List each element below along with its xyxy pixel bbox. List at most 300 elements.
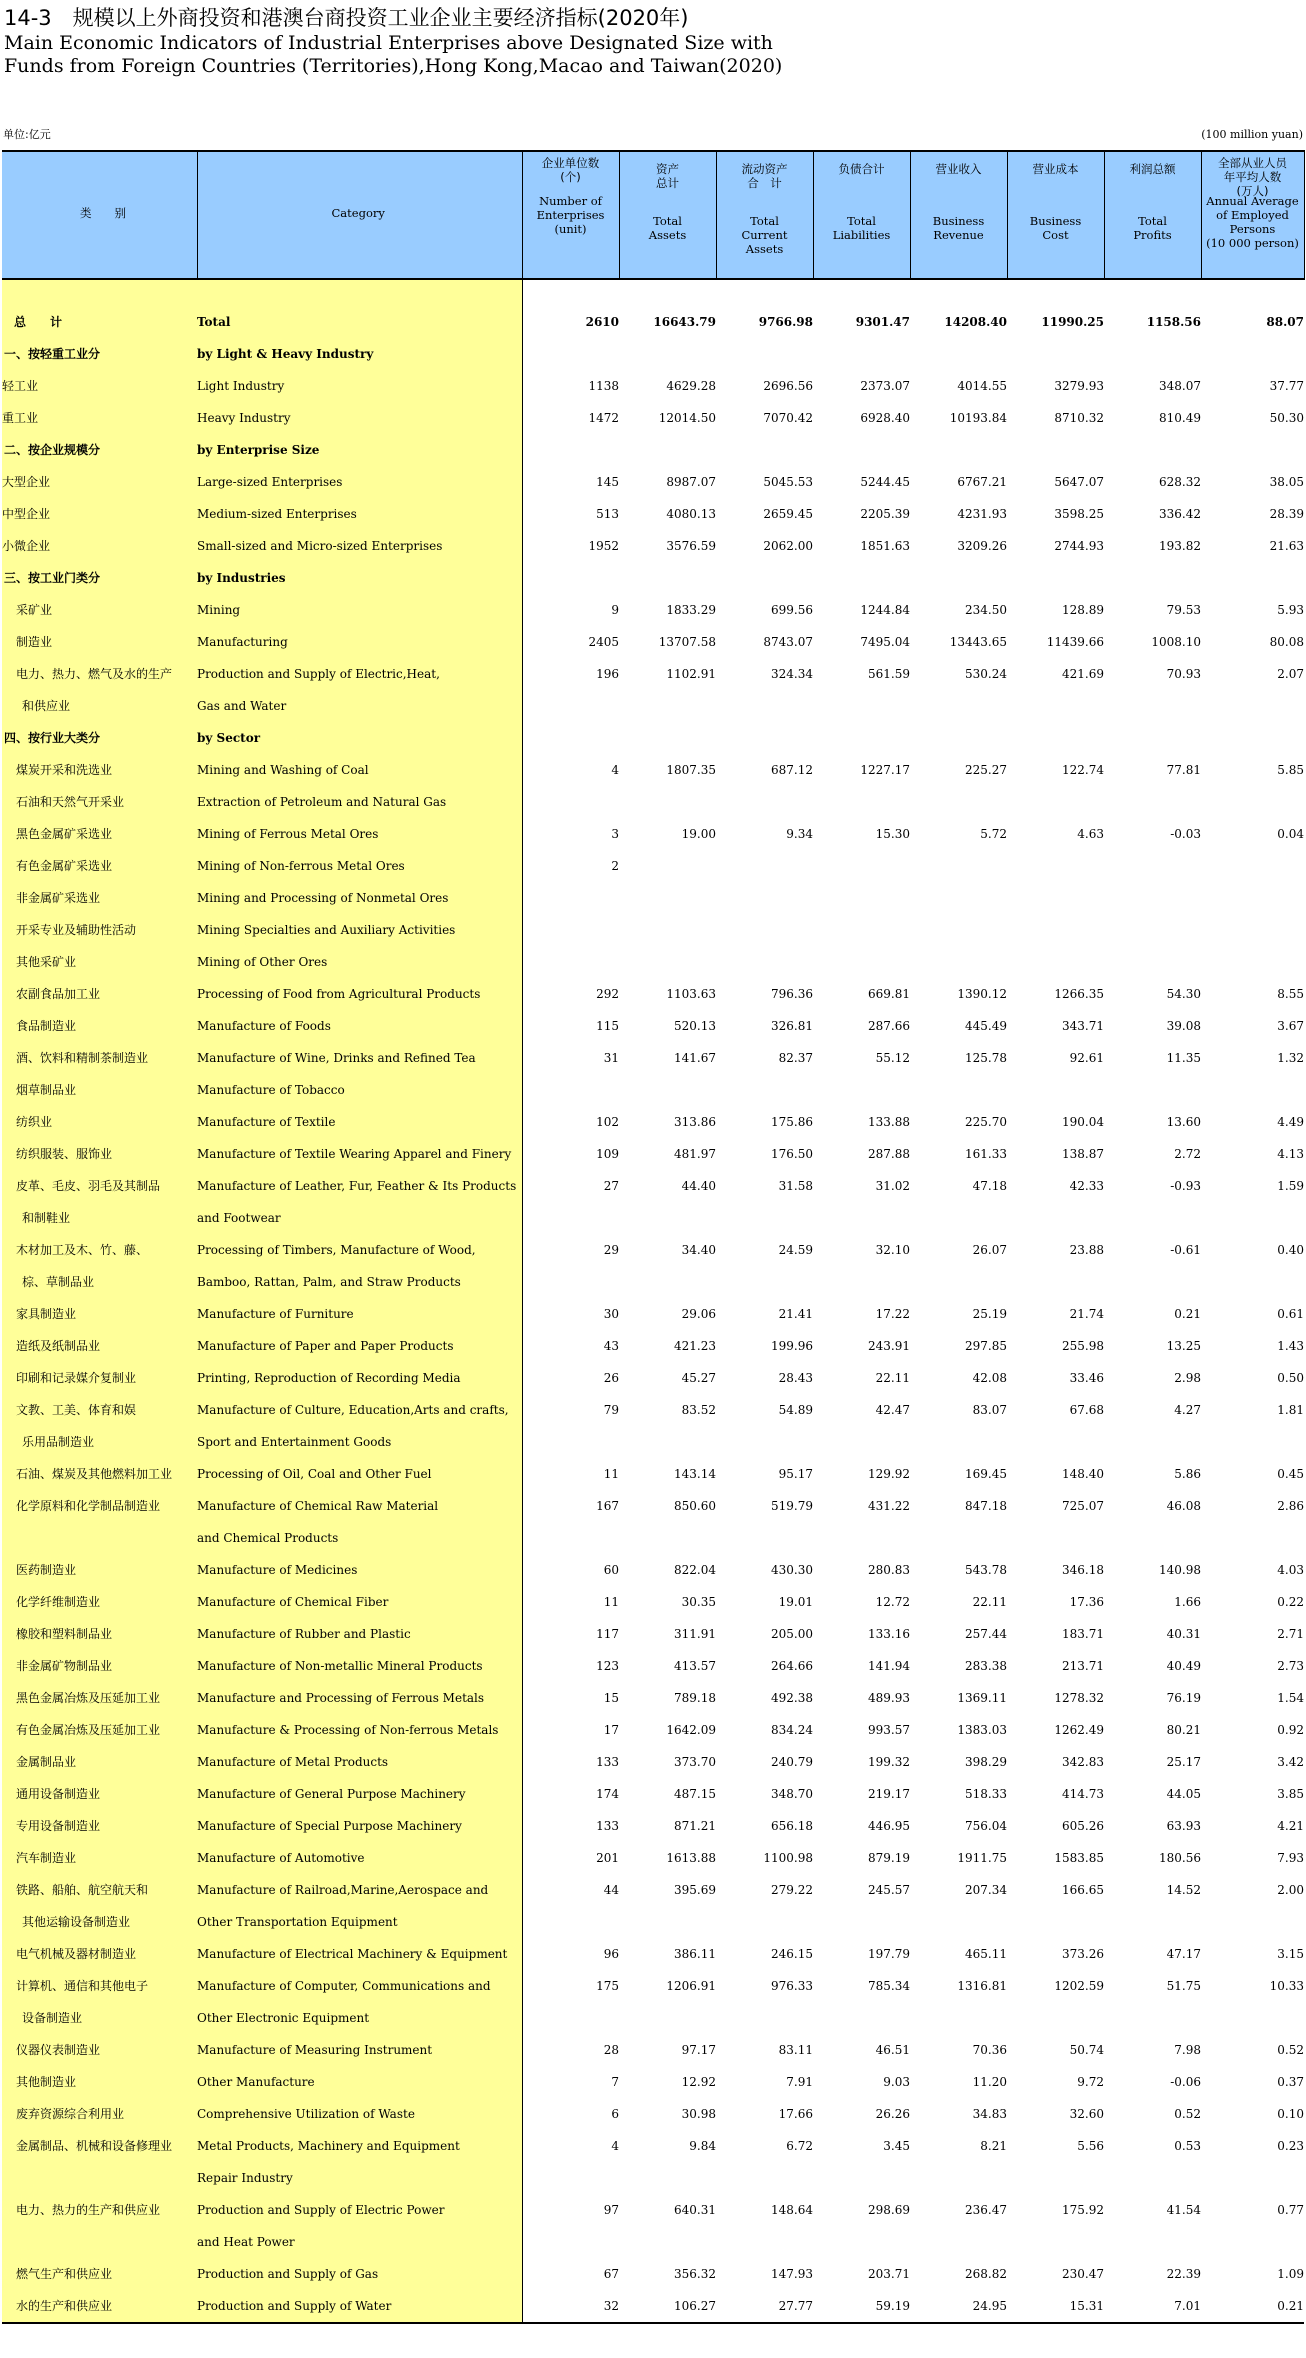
row-value-5: 230.47 (1062, 2267, 1104, 2281)
row-value-4 (910, 2162, 1007, 2194)
row-value-6 (1104, 914, 1201, 946)
row-value-6: 40.31 (1166, 1627, 1201, 1641)
row-value-1 (619, 786, 716, 818)
table-row (2, 1714, 1304, 1746)
row-value-4 (910, 786, 1007, 818)
row-value-7: 0.45 (1277, 1467, 1304, 1481)
row-category-cn: 棕、草制品业 (2, 1266, 197, 1298)
row-value-1 (619, 722, 716, 754)
row-value-2: 1100.98 (763, 1851, 813, 1865)
row-category-en: Manufacture of Automotive (197, 1842, 522, 1874)
row-value-3: 2373.07 (860, 379, 910, 393)
row-category-cn: 四、按行业大类分 (2, 722, 197, 754)
row-value-7: 38.05 (1269, 475, 1304, 489)
row-value-0: 117 (596, 1627, 619, 1641)
row-value-0: 28 (603, 2043, 619, 2057)
row-category-en: by Light & Heavy Industry (197, 338, 522, 370)
row-value-6: 0.21 (1174, 1307, 1201, 1321)
table-row (2, 1266, 1304, 1298)
row-value-4: 83.07 (972, 1403, 1007, 1417)
row-value-5: 1262.49 (1054, 1723, 1104, 1737)
row-value-7 (1201, 882, 1304, 914)
row-value-2 (716, 914, 813, 946)
header-col-cn: 负债合计 (838, 162, 885, 176)
row-value-1: 19.00 (681, 827, 716, 841)
row-value-5: 11439.66 (1046, 635, 1104, 649)
spacer-row (2, 279, 1304, 306)
row-value-4: 10193.84 (949, 411, 1007, 425)
row-value-4: 1369.11 (957, 1691, 1007, 1705)
row-value-3: 133.16 (868, 1627, 910, 1641)
row-value-6: 80.21 (1166, 1723, 1201, 1737)
row-value-1 (619, 2162, 716, 2194)
row-value-7 (1201, 1426, 1304, 1458)
row-value-4: 756.04 (965, 1819, 1007, 1833)
row-value-4: 22.11 (972, 1595, 1007, 1609)
row-value-3: 6928.40 (860, 411, 910, 425)
row-value-0: 1138 (588, 379, 619, 393)
row-category-en: Manufacture of Paper and Paper Products (197, 1330, 522, 1362)
row-value-7 (1201, 2226, 1304, 2258)
row-category-cn: 农副食品加工业 (2, 978, 197, 1010)
row-category-en: Medium-sized Enterprises (197, 498, 522, 530)
row-value-2 (716, 946, 813, 978)
row-value-3: 55.12 (875, 1051, 910, 1065)
table-row (2, 1842, 1304, 1874)
row-category-en: Production and Supply of Gas (197, 2258, 522, 2290)
row-category-en: Mining and Processing of Nonmetal Ores (197, 882, 522, 914)
table-row (2, 658, 1304, 690)
row-value-1: 386.11 (674, 1947, 716, 1961)
row-value-3: 199.32 (868, 1755, 910, 1769)
row-value-5: 42.33 (1069, 1179, 1104, 1193)
row-category-en: Manufacture and Processing of Ferrous Metals (197, 1682, 522, 1714)
row-value-2: 19.01 (778, 1595, 813, 1609)
row-value-0: 292 (596, 987, 619, 1001)
row-value-6 (1104, 946, 1201, 978)
table-body (2, 279, 1304, 2323)
row-value-4: 465.11 (965, 1947, 1007, 1961)
row-value-1: 4080.13 (666, 507, 716, 521)
row-value-1 (619, 2226, 716, 2258)
row-category-en: Production and Supply of Water (197, 2290, 522, 2323)
row-category-en: Manufacturing (197, 626, 522, 658)
row-value-4: 398.29 (965, 1755, 1007, 1769)
row-value-2: 83.11 (778, 2043, 813, 2057)
row-value-3: 5244.45 (860, 475, 910, 489)
row-value-4: 207.34 (965, 1883, 1007, 1897)
row-value-6: 7.01 (1104, 2290, 1201, 2323)
row-value-4: 1390.12 (957, 987, 1007, 1001)
table-row (2, 786, 1304, 818)
row-value-1: 1206.91 (666, 1979, 716, 1993)
spacer-cell (910, 279, 1007, 306)
row-value-0: 145 (596, 475, 619, 489)
row-value-0: 175 (596, 1979, 619, 1993)
spacer-cell (522, 279, 619, 306)
row-value-0 (522, 2002, 619, 2034)
row-category-cn: 总 计 (2, 306, 197, 338)
row-value-7: 2.07 (1277, 667, 1304, 681)
row-value-0 (522, 1202, 619, 1234)
table-row (2, 1682, 1304, 1714)
row-value-6: 14.52 (1166, 1883, 1201, 1897)
row-value-2: 324.34 (771, 667, 813, 681)
row-category-en: Manufacture of Electrical Machinery & Equipment (197, 1938, 522, 1970)
row-category-cn: 医药制造业 (2, 1554, 197, 1586)
row-value-0: 27 (603, 1179, 619, 1193)
row-category-cn: 烟草制品业 (2, 1074, 197, 1106)
header-col-cn: 企业单位数 (个) (541, 156, 600, 184)
row-value-1: 1833.29 (666, 603, 716, 617)
row-value-3: 245.57 (868, 1883, 910, 1897)
row-value-6 (1104, 562, 1201, 594)
row-category-cn: 化学纤维制造业 (2, 1586, 197, 1618)
row-value-3: 993.57 (868, 1723, 910, 1737)
row-value-6 (1104, 786, 1201, 818)
row-value-0 (522, 1522, 619, 1554)
row-value-6: 180.56 (1159, 1851, 1201, 1865)
row-value-4 (910, 338, 1007, 370)
row-value-3: 59.19 (813, 2290, 910, 2323)
row-value-7 (1201, 434, 1304, 466)
row-value-6: 76.19 (1166, 1691, 1201, 1705)
row-value-5 (1007, 722, 1104, 754)
row-value-5: 9.72 (1077, 2075, 1104, 2089)
table-row (2, 370, 1304, 402)
row-value-0: 6 (611, 2107, 619, 2121)
row-category-cn: 专用设备制造业 (2, 1810, 197, 1842)
row-value-3: 7495.04 (860, 635, 910, 649)
row-category-cn: 橡胶和塑料制品业 (2, 1618, 197, 1650)
table-row (2, 562, 1304, 594)
row-category-cn: 食品制造业 (2, 1010, 197, 1042)
row-value-5: 92.61 (1069, 1051, 1104, 1065)
row-value-3 (813, 1266, 910, 1298)
table-row (2, 2002, 1304, 2034)
row-value-5: 5647.07 (1054, 475, 1104, 489)
row-value-6: 54.30 (1166, 987, 1201, 1001)
row-value-7: 4.21 (1277, 1819, 1304, 1833)
row-value-2: 326.81 (771, 1019, 813, 1033)
row-value-6: 79.53 (1166, 603, 1201, 617)
row-category-cn: 乐用品制造业 (2, 1426, 197, 1458)
row-category-cn: 石油和天然气开采业 (2, 786, 197, 818)
row-value-1: 850.60 (674, 1499, 716, 1513)
row-value-1 (619, 562, 716, 594)
row-value-4: 225.70 (965, 1115, 1007, 1129)
row-value-1 (619, 1906, 716, 1938)
row-category-cn: 重工业 (2, 402, 197, 434)
table-row (2, 1170, 1304, 1202)
row-value-4: 161.33 (965, 1147, 1007, 1161)
row-value-4 (910, 850, 1007, 882)
header-col-en: Total Current Assets (741, 214, 788, 256)
row-category-en: Mining and Washing of Coal (197, 754, 522, 786)
row-value-0: 32 (522, 2290, 619, 2323)
row-value-0 (522, 434, 619, 466)
row-value-2: 176.50 (771, 1147, 813, 1161)
row-category-cn: 燃气生产和供应业 (2, 2258, 197, 2290)
row-value-3 (813, 434, 910, 466)
row-value-7: 0.21 (1201, 2290, 1304, 2323)
row-value-7: 1.54 (1277, 1691, 1304, 1705)
table-row (2, 2258, 1304, 2290)
row-category-en: Manufacture of Medicines (197, 1554, 522, 1586)
row-value-1: 789.18 (674, 1691, 716, 1705)
table-row (2, 466, 1304, 498)
table-row (2, 2098, 1304, 2130)
header-col-cn: 利润总额 (1129, 162, 1176, 176)
row-value-3: 2205.39 (860, 507, 910, 521)
row-value-5: 166.65 (1062, 1883, 1104, 1897)
row-value-2: 430.30 (771, 1563, 813, 1577)
row-value-4: 236.47 (965, 2203, 1007, 2217)
table-row (2, 626, 1304, 658)
row-value-3: 133.88 (868, 1115, 910, 1129)
row-category-cn: 制造业 (2, 626, 197, 658)
row-value-3 (813, 2162, 910, 2194)
row-value-2: 348.70 (771, 1787, 813, 1801)
row-value-4: 70.36 (972, 2043, 1007, 2057)
table-row (2, 1810, 1304, 1842)
row-value-4: 543.78 (965, 1563, 1007, 1577)
row-value-6: 46.08 (1166, 1499, 1201, 1513)
row-value-4: 268.82 (965, 2267, 1007, 2281)
row-value-7: 1.81 (1277, 1403, 1304, 1417)
table-row (2, 1106, 1304, 1138)
row-category-en: and Footwear (197, 1202, 522, 1234)
table-row (2, 2066, 1304, 2098)
spacer-cell (1104, 279, 1201, 306)
table-row (2, 1330, 1304, 1362)
row-category-cn: 三、按工业门类分 (2, 562, 197, 594)
row-value-3 (813, 562, 910, 594)
row-value-7 (1201, 786, 1304, 818)
row-value-5 (1007, 1266, 1104, 1298)
row-value-3: 1851.63 (860, 539, 910, 553)
row-category-en: Gas and Water (197, 690, 522, 722)
row-value-0 (522, 722, 619, 754)
row-value-7 (1201, 1906, 1304, 1938)
row-value-5: 138.87 (1062, 1147, 1104, 1161)
spacer-cell (619, 279, 716, 306)
row-value-3 (813, 914, 910, 946)
row-value-3: 669.81 (868, 987, 910, 1001)
row-value-7: 7.93 (1277, 1851, 1304, 1865)
row-value-7: 3.67 (1277, 1019, 1304, 1033)
row-value-7: 1.43 (1277, 1339, 1304, 1353)
table-row (2, 1042, 1304, 1074)
row-value-7 (1201, 1522, 1304, 1554)
row-value-2: 656.18 (771, 1819, 813, 1833)
row-value-5: 1278.32 (1054, 1691, 1104, 1705)
row-value-4 (910, 2226, 1007, 2258)
row-value-7: 0.77 (1277, 2203, 1304, 2217)
row-value-1 (619, 1074, 716, 1106)
row-value-2: 95.17 (778, 1467, 813, 1481)
row-category-cn: 采矿业 (2, 594, 197, 626)
row-value-3: 431.22 (868, 1499, 910, 1513)
row-value-4: 4231.93 (957, 507, 1007, 521)
row-value-4: 6767.21 (957, 475, 1007, 489)
row-category-en: Mining (197, 594, 522, 626)
row-category-cn (2, 2226, 197, 2258)
row-category-en: Comprehensive Utilization of Waste (197, 2098, 522, 2130)
row-value-6: 348.07 (1159, 379, 1201, 393)
table-row (2, 594, 1304, 626)
row-value-1: 822.04 (674, 1563, 716, 1577)
row-value-2 (716, 562, 813, 594)
row-value-2 (716, 2226, 813, 2258)
row-value-3: 141.94 (868, 1659, 910, 1673)
row-value-7 (1201, 338, 1304, 370)
header-col-4 (910, 151, 1007, 279)
row-value-5 (1007, 2226, 1104, 2258)
row-category-cn: 木材加工及木、竹、藤、 (2, 1234, 197, 1266)
row-value-0: 4 (611, 2139, 619, 2153)
row-category-en: Manufacture of Computer, Communications and (197, 1970, 522, 2002)
row-value-6 (1104, 1202, 1201, 1234)
row-value-5: 605.26 (1062, 1819, 1104, 1833)
row-value-7 (1201, 722, 1304, 754)
row-value-6 (1104, 1074, 1201, 1106)
row-value-1: 106.27 (619, 2290, 716, 2323)
row-value-0: 7 (611, 2075, 619, 2089)
row-value-5: 255.98 (1062, 1339, 1104, 1353)
row-value-3: 1244.84 (860, 603, 910, 617)
row-value-6: 2.98 (1174, 1371, 1201, 1385)
row-category-en: Light Industry (197, 370, 522, 402)
header-col-3 (813, 151, 910, 279)
row-value-5 (1007, 338, 1104, 370)
row-value-0 (522, 2226, 619, 2258)
row-value-2: 28.43 (778, 1371, 813, 1385)
row-category-cn: 有色金属冶炼及压延加工业 (2, 1714, 197, 1746)
row-value-1 (619, 1266, 716, 1298)
row-value-4 (910, 1426, 1007, 1458)
row-value-5 (1007, 434, 1104, 466)
table-title-en-line1: Main Economic Indicators of Industrial Enterprises above Designated Size with (4, 32, 773, 54)
row-category-en: Manufacture of Railroad,Marine,Aerospace and (197, 1874, 522, 1906)
row-category-cn: 其他采矿业 (2, 946, 197, 978)
row-value-5 (1007, 946, 1104, 978)
row-value-2: 27.77 (716, 2290, 813, 2323)
row-value-3 (813, 882, 910, 914)
row-value-3: 203.71 (868, 2267, 910, 2281)
row-value-0: 133 (596, 1819, 619, 1833)
row-value-3 (813, 1202, 910, 1234)
row-value-6 (1104, 1906, 1201, 1938)
row-value-3: 879.19 (868, 1851, 910, 1865)
row-value-7: 5.85 (1277, 763, 1304, 777)
header-col-7 (1201, 151, 1304, 279)
row-value-5: 183.71 (1062, 1627, 1104, 1641)
header-col-cn: 营业收入 (935, 162, 982, 176)
header-col-en: Annual Average of Employed Persons (10 000 person) (1206, 194, 1299, 250)
row-value-7: 1.09 (1277, 2267, 1304, 2281)
title-block (4, 4, 782, 78)
row-value-7: 10.33 (1269, 1979, 1304, 1993)
row-value-5: 50.74 (1069, 2043, 1104, 2057)
row-value-1: 143.14 (674, 1467, 716, 1481)
row-value-2: 82.37 (778, 1051, 813, 1065)
row-value-7: 80.08 (1269, 635, 1304, 649)
row-value-0 (522, 562, 619, 594)
row-category-cn: 金属制品业 (2, 1746, 197, 1778)
row-value-7: 28.39 (1269, 507, 1304, 521)
row-value-4 (910, 1522, 1007, 1554)
row-value-5: 342.83 (1062, 1755, 1104, 1769)
row-value-4 (910, 1906, 1007, 1938)
row-category-en: Heavy Industry (197, 402, 522, 434)
row-value-0: 11 (603, 1467, 619, 1481)
row-value-6: 1.66 (1174, 1595, 1201, 1609)
row-value-0: 123 (596, 1659, 619, 1673)
row-category-en: Manufacture of Foods (197, 1010, 522, 1042)
row-category-en: Manufacture of Furniture (197, 1298, 522, 1330)
row-value-5: 122.74 (1062, 763, 1104, 777)
row-value-2: 8743.07 (763, 635, 813, 649)
row-category-cn: 和供应业 (2, 690, 197, 722)
row-category-cn: 一、按轻重工业分 (2, 338, 197, 370)
row-value-2: 17.66 (778, 2107, 813, 2121)
header-col-en: Total Profits (1133, 214, 1172, 242)
table-row (2, 818, 1304, 850)
row-value-1: 1103.63 (666, 987, 716, 1001)
row-value-3: 489.93 (868, 1691, 910, 1705)
row-value-0 (522, 1906, 619, 1938)
row-category-en: Manufacture of Non-metallic Mineral Products (197, 1650, 522, 1682)
row-category-cn: 铁路、船舶、航空航天和 (2, 1874, 197, 1906)
table-row (2, 2034, 1304, 2066)
row-category-cn (2, 1522, 197, 1554)
row-value-4 (910, 1202, 1007, 1234)
row-value-6 (1104, 2226, 1201, 2258)
row-value-2: 834.24 (771, 1723, 813, 1737)
row-value-4: 518.33 (965, 1787, 1007, 1801)
row-value-4 (910, 1074, 1007, 1106)
row-value-3: 31.02 (875, 1179, 910, 1193)
row-value-7 (1201, 562, 1304, 594)
row-value-0: 109 (596, 1147, 619, 1161)
row-value-2 (716, 786, 813, 818)
row-category-cn: 设备制造业 (2, 2002, 197, 2034)
row-value-1: 640.31 (674, 2203, 716, 2217)
spacer-cell (2, 279, 197, 306)
row-value-7 (1201, 946, 1304, 978)
row-category-cn: 金属制品、机械和设备修理业 (2, 2130, 197, 2162)
row-value-2: 264.66 (771, 1659, 813, 1673)
row-value-3: 22.11 (875, 1371, 910, 1385)
row-category-cn: 煤炭开采和洗选业 (2, 754, 197, 786)
row-value-6: 63.93 (1166, 1819, 1201, 1833)
spacer-cell (1007, 279, 1104, 306)
row-value-7: 3.42 (1277, 1755, 1304, 1769)
row-value-2 (716, 850, 813, 882)
row-category-en: by Sector (197, 722, 522, 754)
row-value-6: 4.27 (1174, 1403, 1201, 1417)
row-value-0: 43 (603, 1339, 619, 1353)
row-value-7: 88.07 (1266, 315, 1304, 329)
row-value-5 (1007, 1522, 1104, 1554)
row-value-5 (1007, 1906, 1104, 1938)
row-category-en: Mining of Ferrous Metal Ores (197, 818, 522, 850)
row-value-4: 26.07 (972, 1243, 1007, 1257)
row-category-cn: 其他制造业 (2, 2066, 197, 2098)
row-value-3: 561.59 (868, 667, 910, 681)
row-value-2: 24.59 (778, 1243, 813, 1257)
